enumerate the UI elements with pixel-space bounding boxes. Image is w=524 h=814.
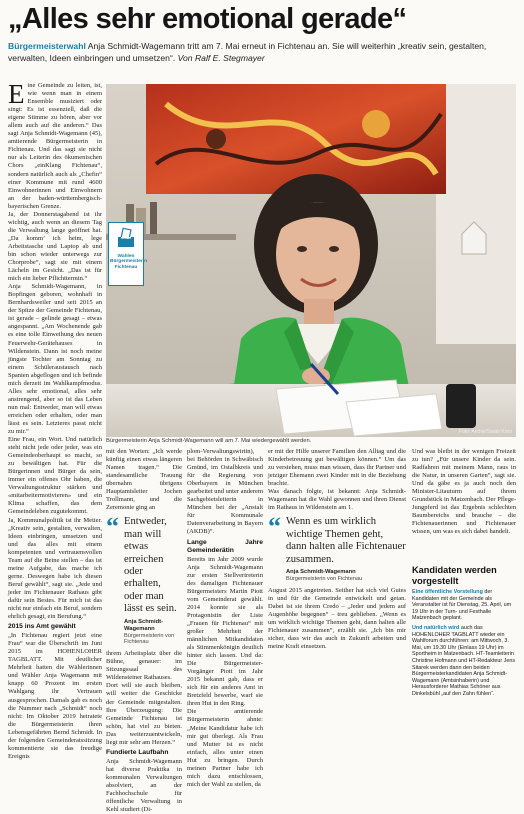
info-box bbox=[412, 565, 516, 733]
ballot-box-icon bbox=[109, 223, 143, 253]
paragraph: Dort will sie auch bleiben, will weiter die Geschicke der Gemeinde mitgestalten. Ihre Überzeugung: Die Gemeinde Fichtenau ist schön, hat viel zu bieten. Das weiterzuentwickeln, liegt mir sehr am Herzen.“ bbox=[106, 682, 182, 746]
badge-label: Wahlen Bürgermeisterin Fichtenau bbox=[110, 254, 148, 270]
subheading: Fundierte Laufbahn bbox=[106, 748, 169, 756]
paragraph: Was danach folgte, ist bekannt: Anja Schmidt-Wagemann hat die Wahl gewonnen und ihren Dienst im Rathaus in Wildenstein am 1. bbox=[268, 488, 406, 512]
info-box-title: Kandidaten werden vorgestellt bbox=[412, 565, 497, 586]
article-column-5 bbox=[412, 448, 516, 560]
quote-text: Entweder, man will etwas erreichen oder erhalten, oder man lässt es sein. bbox=[124, 516, 177, 615]
paragraph: „In Fichtenau regiert jetzt eine Frau“ war die Überschrift im Juni 2015 im HOHENLOHER TAGBLATT. Mit deutlicher Mehrheit hatten die Wählerinnen und Wähler Anja Wagemann mit knapp 60 Prozent im ersten Wahlgang ihr Vertrauen ausgesprochen. Damals gab es noch die Nummer nach „Schmidt“ noch nicht: Im Oktober 2019 heiratete die Bürgermeisterin ihren Lebensgefährten Bernd Schmidt. In der folgenden Gemeinderatssitzung kommentierte sie das freudige Ereignis bbox=[8, 632, 102, 760]
quote-mark-icon: “ bbox=[268, 512, 281, 542]
quote-name: Anja Schmidt-Wagemann bbox=[124, 618, 163, 632]
photo-illustration bbox=[106, 84, 516, 437]
subheading: Lange Jahre Gemeinderätin bbox=[187, 538, 263, 554]
subheading: 2015 ins Amt gewählt bbox=[8, 623, 76, 631]
info-box-item-head: Und natürlich wird bbox=[412, 624, 460, 631]
headline: „Alles sehr emotional gerade“ bbox=[8, 3, 407, 35]
paragraph: mit den Worten: „Ich werde künftig einen etwas längeren Namen tragen.“ Die standesamtliche Trauung übernahm übrigens Hauptamtsleiter Jochen Trollmann, und die Zeremonie ging an bbox=[106, 448, 182, 512]
pull-quote bbox=[268, 512, 406, 582]
portrait-photo bbox=[106, 84, 516, 437]
quote-name: Anja Schmidt-Wagemann bbox=[286, 569, 356, 575]
byline: Von Ralf E. Stegmayer bbox=[175, 53, 265, 63]
paragraph: Bereits im Jahr 2009 wurde Anja Schmidt-Wagemann zur ersten Stellvertreterin des damaligen Fichtenauer Bürgermeisters Martin Piott vom Gemeinderat gewählt. 2014 konnte sie als Protagonistin der Liste „Frauen für Fichtenau“ mit großer Mehrheit der männlichen Mitkandidaten als Stimmenkönigin deutlich hinter sich lassen. Und da: Die Bürgermeister-Vorgänger Piott im Jahr 2015 bekannt gab, dass er sich für ein anderes Amt in Bretzfeld bewerbe, warf sie ihren Hut in den Ring. bbox=[187, 555, 263, 708]
paragraph: er mit der Hilfe unserer Familien den Alltag und die Kinderbetreuung gut bewältigen können.“ Um das zu verstehen, muss man wissen, dass ihr Partner und jetziger Ehemann zwei Kinder mit in die Beziehung brachte. bbox=[268, 448, 406, 488]
quote-text: Wenn es um wirklich wichtige Themen geht, dann halten alle Fichtenauer zusammen. bbox=[286, 516, 406, 565]
info-box-item-text: auch das HOHENLOHER TAGBLATT wieder ein Wahlforum durchführen: am Mittwoch, 3. Mai, um 19.30 Uhr (Einlass 19 Uhr) im Sportheim in Matzenbach. HT-Teamleiterin Christine Hofmann und HT-Redakteur Jens Sitarek werden dann den beiden Bürgermeisterkandidaten Anja Schmidt-Wagemann (Amtsinhaberin) und Herausforderer Mathias Schöner aus Dinkelsbühl „auf den Zahn fühlen“. bbox=[412, 624, 516, 697]
election-badge bbox=[108, 222, 148, 286]
paragraph: plom-Verwaltungswirtin), bei Behörden in Schwäbisch Gmünd, im Ostalbkreis und für die Regierung von Oberbayern in München gearbeitet und unter anderem Sachgebietsleiterin in München bei der „Anstalt für Kommunale Datenverarbeitung in Bayern (AKDB)“. bbox=[187, 448, 263, 536]
paragraph: Eine Frau, ein Wort. Und natürlich steht nicht jede oder jeder, was ein Gemeindeoberhaupt so macht, so zu bewältigen hat. Für die Bürgerinnen und Bürger da sein, immer ein offenes Ohr haben, die Verwaltungsstruktur stärken und «mitarbeitermotivieren» und ein Klima schaffen, das dem Gemeindeleben zugutekommt. bbox=[8, 436, 102, 516]
info-box-item-head: Eine öffentliche Vorstellung bbox=[412, 589, 483, 595]
article-column-4 bbox=[268, 448, 406, 732]
article-column-3 bbox=[187, 448, 263, 788]
subhead-text: Anja Schmidt-Wagemann tritt am 7. Mai erneut in Fichtenau an. Sie will weiterhin „kreativ sein, gestalten, verwalten, Ideen einbringen und umsetzen“. bbox=[8, 41, 487, 63]
paragraph: Anja Schmidt-Wagemann, in Bopfingen geboren, wohnhaft in Bernhardsweiler und seit 2015 an der Spitze der Gemeinde Fichtenau, ist gerade – gelinde gesagt – etwas angespannt. „Am Wochenende gab es eine tolle Einweihung des neuen Feuerwehr-Gerätehauses in Wildenstein. Dann ist noch meine jüngste Tochter am Sonntag zu einem Schüleraustausch nach Spanien abgeflogen und ich befinde mich derzeit im Wahlkampfmodus. Alles sehr emotional, alles sehr anstrengend, aber so ist das Leben nun mal: Entweder, man will etwas erreichen oder erhalten, oder man lässt es sein. Letzteres passt nicht zu mir.“ bbox=[8, 283, 102, 436]
article-column-2 bbox=[106, 448, 182, 814]
paragraph: August 2015 angetreten. Seither hat sich viel Gutes in und für die Gemeinde entwickelt und getan. Dabei ist sie ihrem Credo – „Jeder und jedem auf Augenhöhe begegnen“ – treu geblieben. „Wenn es um wirklich wichtige Themen geht, dann halten alle Fichtenauer zusammen“, erzählt sie. „Ich bin mir sicher, dass wir das auch in Zukunft arbeiten und meine Kraft einsetzen. bbox=[268, 586, 406, 651]
info-box-item-text: der Kandidaten mit der Gemeinde als Veranstalter ist für Dienstag, 25. April, um 19 Uhr in der Turn- und Festhalle Matzenbach geplant. bbox=[412, 589, 512, 622]
caption-text: Bürgermeisterin Anja Schmidt-Wagemann will am 7. Mai wiedergewählt werden. bbox=[106, 438, 312, 444]
paragraph: ine Gemeinde zu leiten, ist, wie wenn man in einem Ensemble musiziert oder singt: Es ist essenziell, daß die eigene Stimme zu hören, aber vor allem auch auf die anderen.“ Das sagt Anja Schmidt-Wagemann (45), amtierende Bürgermeisterin in Fichtenau. Und das sagt sie nicht nur als Leiterin des ökumenischen Chors „einKlang Fichtenau“, sondern natürlich auch als „Chefin“ einer Kommune mit rund 4600 Einwohnerinnen und Einwohnern an der baden-württembergisch-bayerischen Grenze. bbox=[8, 82, 102, 210]
photo-credit: Foto: Archiv/Sarah Korn bbox=[458, 429, 512, 435]
info-box-item bbox=[412, 589, 516, 622]
subhead bbox=[8, 40, 518, 64]
paragraph: ihrem Arbeitsplatz über die Bühne, genauer: im Sitzungssaal des Wildensteiner Rathauses. bbox=[106, 650, 182, 682]
quote-role: Bürgermeisterin von Fichtenau bbox=[124, 632, 175, 646]
article-column-1 bbox=[8, 79, 102, 760]
quote-role: Bürgermeisterin von Fichtenau bbox=[286, 576, 363, 582]
info-box-item bbox=[412, 625, 516, 698]
photo-caption bbox=[106, 438, 516, 445]
paragraph: Ja, Kommunalpolitik ist ihr Metier. „Kreativ sein, gestalten, verwalten, Ideen einbringen, umsetzen und und das alles mit einem kompetenten und vertrauensvollen Team auf die Beine stellen – das ist meine Aufgabe, das mache ich gerne. Deswegen habe ich diesen Beruf gewählt“, sagt sie. „Jede und jeder im Fichtenauer Rathaus gibt dafür sein Bestes. Für mich ist das nicht nur einfach ein Beruf, sondern ehrlich gesagt, ein Berufung.“ bbox=[8, 516, 102, 621]
paragraph: Ja, der Donnerstagabend ist ihr wichtig, auch wenn an diesem Tag die Verwaltung lange geöffnet hat. „Da komm’ ich heim, lege Arbeitstasche und Laptop ab und bin schon wieder unterwegs zur Chorprobe“, sagt sie mit einem Lächeln im Gesicht. „Das ist für mich ein lieber Pflichttermin.“ bbox=[8, 210, 102, 283]
dropcap: E bbox=[8, 79, 25, 109]
pull-quote bbox=[106, 512, 182, 646]
quote-mark-icon: “ bbox=[106, 512, 119, 542]
paragraph: Anja Schmidt-Wagemann hat diverse Praktika in kommunalen Verwaltungen absolviert, an der Fachhochschule für öffentliche Verwaltung in Kehl studiert (Di- bbox=[106, 757, 182, 814]
paragraph: Die amtierende Bürgermeisterin ahnte: „Meine Kandidatur habe ich mir gut überlegt. Als Frau und Mutter ist es nicht einfach, alles unter einen Hut zu bringen. Durch meinen Partner habe ich mich dazu entschlossen, mich der Wahl zu stellen, da bbox=[187, 708, 263, 788]
subhead-kicker: Bürgermeisterwahl bbox=[8, 41, 86, 51]
paragraph: Und was bleibt in der wenigen Freizeit zu tun? „Für unsere Kinder da sein. Radfahren mit meinem Mann, raus in die Natur, in unseren Garten“, sagt sie. Und da gäbe es ja auch noch den Minister-Litauturm auf ihrem Grundstück in Matzenbach. Der Pflege-Jungpferd ist das Ergebnis schlechten Baumbereichs und brauche – die Fichtenauerinnen und Fichtenauer wissen, um was es sich dabei handelt. bbox=[412, 448, 516, 536]
